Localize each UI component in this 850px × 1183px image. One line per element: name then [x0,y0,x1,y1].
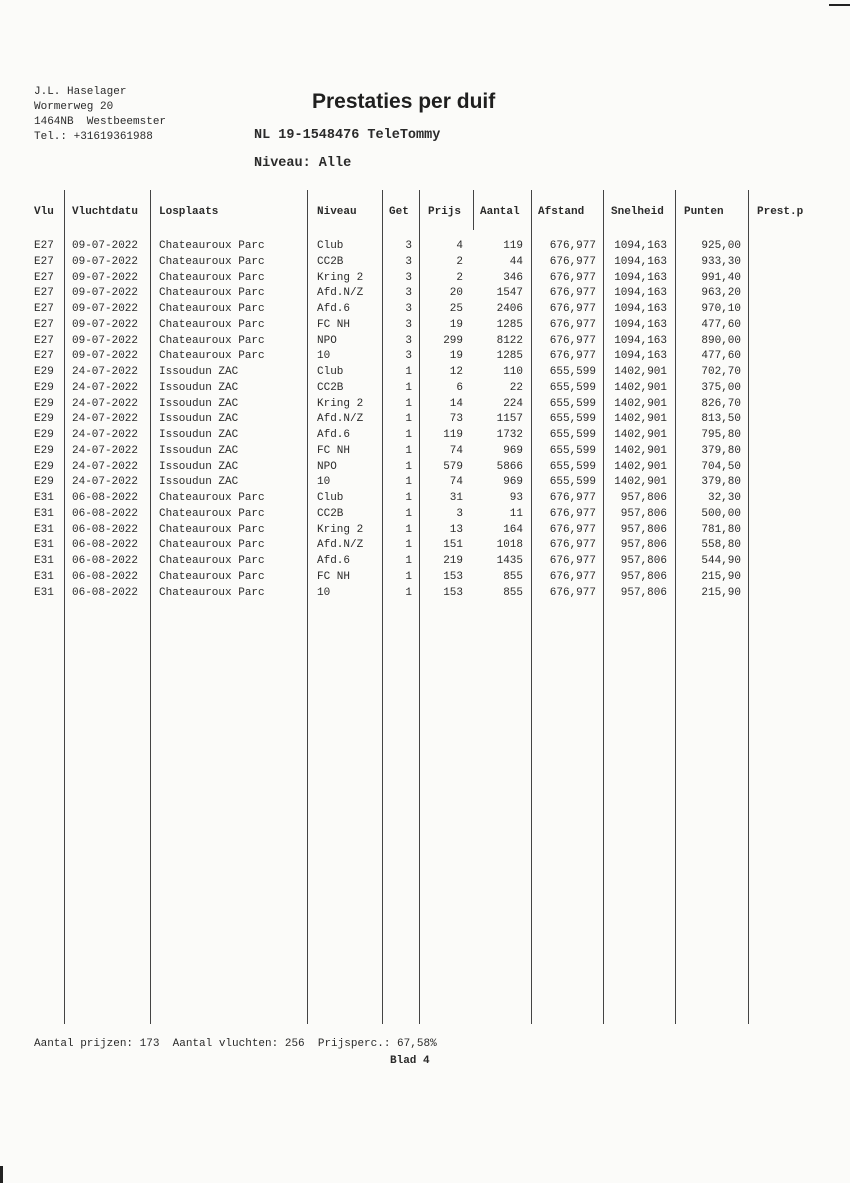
cell-snelheid: 1402,901 [614,460,667,473]
cell-aantal: 969 [503,476,523,489]
cell-get: 3 [405,350,412,363]
table-row [0,365,850,381]
cell-niveau: Afd.6 [317,429,351,441]
cell-afstand: 655,599 [549,397,596,410]
cell-get: 1 [405,429,412,441]
cell-afstand: 655,599 [549,429,596,441]
cell-punten: 925,00 [701,240,741,252]
cell-losplaats: Chateauroux Parc [159,287,265,300]
cell-niveau: Afd.6 [317,303,351,315]
cell-niveau: Kring 2 [317,523,364,536]
cell-punten: 813,50 [701,413,741,426]
cell-afstand: 655,599 [549,366,596,378]
cell-snelheid: 1094,163 [614,255,667,268]
cell-afstand: 676,977 [549,318,596,331]
cell-snelheid: 1094,163 [614,240,667,252]
cell-datum: 06-08-2022 [72,523,139,536]
cell-afstand: 676,977 [549,539,596,552]
cell-prijs: 579 [443,460,463,473]
cell-datum: 24-07-2022 [72,429,139,441]
cell-vlu: E31 [34,523,54,536]
cell-vlu: E31 [34,539,54,552]
cell-niveau: CC2B [317,507,344,520]
cell-punten: 795,80 [701,429,741,441]
cell-niveau: 10 [317,476,331,489]
cell-aantal: 1547 [496,287,523,300]
cell-get: 1 [405,492,412,504]
cell-get: 3 [405,334,412,347]
cell-aantal: 855 [503,586,523,599]
cell-aantal: 855 [503,570,523,583]
cell-datum: 06-08-2022 [72,507,139,520]
cell-prijs: 19 [449,350,463,363]
owner-city: 1464NB Westbeemster [34,116,167,128]
cell-get: 3 [405,303,412,315]
cell-afstand: 655,599 [549,413,596,426]
cell-losplaats: Chateauroux Parc [159,303,265,315]
cell-losplaats: Chateauroux Parc [159,255,265,268]
cell-datum: 24-07-2022 [72,460,139,473]
cell-aantal: 1285 [496,318,523,331]
cell-datum: 09-07-2022 [72,287,139,300]
cell-afstand: 655,599 [549,476,596,489]
cell-losplaats: Issoudun ZAC [159,366,239,378]
cell-afstand: 676,977 [549,255,596,268]
cell-afstand: 676,977 [549,586,596,599]
cell-snelheid: 957,806 [620,507,667,520]
scan-edge-mark [0,1166,3,1183]
cell-vlu: E27 [34,240,54,252]
cell-losplaats: Chateauroux Parc [159,555,265,567]
cell-punten: 500,00 [701,507,741,520]
cell-datum: 09-07-2022 [72,271,139,284]
cell-vlu: E29 [34,429,54,441]
cell-vlu: E27 [34,318,54,331]
cell-punten: 375,00 [701,381,741,394]
table-row [0,428,850,444]
cell-punten: 826,70 [701,397,741,410]
cell-afstand: 676,977 [549,570,596,583]
cell-afstand: 676,977 [549,303,596,315]
cell-afstand: 655,599 [549,460,596,473]
cell-punten: 32,30 [707,492,741,504]
pigeon-id: NL 19-1548476 TeleTommy [254,128,441,143]
cell-vlu: E27 [34,303,54,315]
cell-datum: 06-08-2022 [72,570,139,583]
cell-get: 1 [405,507,412,520]
table-row [0,381,850,397]
cell-aantal: 5866 [496,460,523,473]
cell-vlu: E29 [34,397,54,410]
table-row [0,444,850,460]
cell-prijs: 25 [449,303,463,315]
cell-afstand: 676,977 [549,240,596,252]
cell-aantal: 224 [503,397,523,410]
cell-get: 3 [405,287,412,300]
cell-prijs: 73 [449,413,463,426]
page-number: Blad 4 [390,1055,430,1067]
cell-datum: 06-08-2022 [72,492,139,504]
cell-snelheid: 957,806 [620,555,667,567]
cell-vlu: E27 [34,287,54,300]
cell-get: 1 [405,523,412,536]
cell-snelheid: 1402,901 [614,381,667,394]
cell-aantal: 1285 [496,350,523,363]
table-row [0,586,850,602]
cell-niveau: Afd.N/Z [317,287,364,300]
cell-prijs: 19 [449,318,463,331]
cell-vlu: E29 [34,476,54,489]
cell-punten: 704,50 [701,460,741,473]
cell-losplaats: Issoudun ZAC [159,381,239,394]
cell-aantal: 44 [509,255,523,268]
cell-punten: 781,80 [701,523,741,536]
cell-niveau: Afd.N/Z [317,413,364,426]
cell-prijs: 2 [456,271,463,284]
cell-punten: 963,20 [701,287,741,300]
cell-aantal: 1157 [496,413,523,426]
cell-datum: 24-07-2022 [72,366,139,378]
cell-datum: 24-07-2022 [72,476,139,489]
cell-vlu: E31 [34,555,54,567]
cell-datum: 24-07-2022 [72,397,139,410]
cell-vlu: E29 [34,381,54,394]
cell-punten: 558,80 [701,539,741,552]
cell-niveau: Club [317,366,344,378]
cell-niveau: 10 [317,350,331,363]
table-row [0,554,850,570]
column-header-vluchtdatum: Vluchtdatu [72,206,139,218]
cell-get: 3 [405,255,412,268]
cell-niveau: Afd.6 [317,555,351,567]
cell-datum: 24-07-2022 [72,413,139,426]
cell-vlu: E27 [34,350,54,363]
cell-aantal: 346 [503,271,523,284]
column-header-niveau: Niveau [317,206,357,218]
cell-punten: 215,90 [701,570,741,583]
cell-punten: 991,40 [701,271,741,284]
cell-snelheid: 957,806 [620,492,667,504]
cell-vlu: E27 [34,255,54,268]
cell-afstand: 676,977 [549,350,596,363]
cell-snelheid: 1402,901 [614,444,667,457]
cell-losplaats: Chateauroux Parc [159,350,265,363]
cell-datum: 09-07-2022 [72,240,139,252]
cell-snelheid: 1094,163 [614,287,667,300]
cell-snelheid: 957,806 [620,539,667,552]
cell-aantal: 93 [509,492,523,504]
cell-punten: 933,30 [701,255,741,268]
cell-aantal: 164 [503,523,523,536]
cell-punten: 890,00 [701,334,741,347]
cell-snelheid: 957,806 [620,586,667,599]
cell-niveau: CC2B [317,381,344,394]
cell-snelheid: 1094,163 [614,271,667,284]
scan-corner-mark [829,4,850,6]
cell-get: 1 [405,381,412,394]
cell-niveau: NPO [317,460,337,473]
cell-prijs: 119 [443,429,463,441]
column-header-prest: Prest.p [757,206,804,218]
table-row [0,286,850,302]
table-row [0,334,850,350]
cell-snelheid: 1402,901 [614,476,667,489]
cell-get: 1 [405,476,412,489]
column-header-get: Get [389,206,409,218]
table-row [0,523,850,539]
cell-aantal: 8122 [496,334,523,347]
cell-vlu: E31 [34,570,54,583]
cell-vlu: E29 [34,444,54,457]
cell-aantal: 1435 [496,555,523,567]
cell-losplaats: Issoudun ZAC [159,444,239,457]
cell-losplaats: Chateauroux Parc [159,240,265,252]
cell-losplaats: Chateauroux Parc [159,334,265,347]
cell-losplaats: Issoudun ZAC [159,397,239,410]
cell-prijs: 74 [449,444,463,457]
cell-prijs: 13 [449,523,463,536]
cell-losplaats: Issoudun ZAC [159,413,239,426]
cell-niveau: Club [317,492,344,504]
cell-afstand: 676,977 [549,287,596,300]
table-row [0,507,850,523]
cell-niveau: NPO [317,334,337,347]
cell-datum: 09-07-2022 [72,318,139,331]
cell-niveau: FC NH [317,444,351,457]
table-row [0,239,850,255]
table-row [0,460,850,476]
column-header-aantal: Aantal [480,206,520,218]
column-header-losplaats: Losplaats [159,206,219,218]
owner-address [34,85,166,145]
table-row [0,538,850,554]
cell-prijs: 153 [443,570,463,583]
cell-prijs: 74 [449,476,463,489]
cell-vlu: E29 [34,460,54,473]
cell-datum: 09-07-2022 [72,255,139,268]
cell-vlu: E27 [34,271,54,284]
cell-prijs: 2 [456,255,463,268]
cell-niveau: CC2B [317,255,344,268]
cell-datum: 06-08-2022 [72,586,139,599]
table-row [0,397,850,413]
cell-losplaats: Chateauroux Parc [159,570,265,583]
cell-aantal: 2406 [496,303,523,315]
table-row [0,491,850,507]
cell-vlu: E31 [34,507,54,520]
cell-niveau: Kring 2 [317,397,364,410]
table-row [0,475,850,491]
cell-prijs: 31 [449,492,463,504]
cell-prijs: 153 [443,586,463,599]
cell-niveau: 10 [317,586,331,599]
cell-losplaats: Chateauroux Parc [159,523,265,536]
cell-prijs: 299 [443,334,463,347]
cell-vlu: E27 [34,334,54,347]
cell-losplaats: Issoudun ZAC [159,429,239,441]
cell-punten: 970,10 [701,303,741,315]
cell-datum: 09-07-2022 [72,303,139,315]
cell-losplaats: Issoudun ZAC [159,460,239,473]
cell-losplaats: Chateauroux Parc [159,492,265,504]
cell-punten: 544,90 [701,555,741,567]
cell-snelheid: 1094,163 [614,303,667,315]
cell-get: 1 [405,444,412,457]
cell-prijs: 20 [449,287,463,300]
cell-afstand: 676,977 [549,555,596,567]
cell-prijs: 12 [449,366,463,378]
cell-vlu: E31 [34,586,54,599]
cell-aantal: 119 [503,240,523,252]
cell-prijs: 6 [456,381,463,394]
column-header-snelheid: Snelheid [611,206,664,218]
cell-punten: 477,60 [701,318,741,331]
cell-prijs: 14 [449,397,463,410]
table-row [0,255,850,271]
cell-snelheid: 1094,163 [614,350,667,363]
cell-get: 1 [405,397,412,410]
summary-footer: Aantal prijzen: 173 Aantal vluchten: 256 Prijsperc.: 67,58% [34,1038,437,1050]
results-table [0,239,850,601]
cell-afstand: 676,977 [549,523,596,536]
column-header-punten: Punten [684,206,724,218]
cell-prijs: 151 [443,539,463,552]
cell-punten: 215,90 [701,586,741,599]
cell-snelheid: 1402,901 [614,397,667,410]
cell-snelheid: 1402,901 [614,413,667,426]
cell-losplaats: Chateauroux Parc [159,318,265,331]
cell-punten: 379,80 [701,444,741,457]
cell-snelheid: 1094,163 [614,334,667,347]
table-row [0,570,850,586]
cell-prijs: 4 [456,240,463,252]
cell-aantal: 22 [509,381,523,394]
table-row [0,271,850,287]
cell-afstand: 655,599 [549,381,596,394]
cell-aantal: 110 [503,366,523,378]
cell-snelheid: 1402,901 [614,429,667,441]
column-header-prijs: Prijs [428,206,462,218]
cell-get: 3 [405,240,412,252]
cell-get: 1 [405,460,412,473]
cell-get: 3 [405,318,412,331]
column-header-vlu: Vlu [34,206,54,218]
cell-punten: 379,80 [701,476,741,489]
cell-vlu: E29 [34,413,54,426]
cell-afstand: 676,977 [549,492,596,504]
cell-get: 1 [405,555,412,567]
page-title: Prestaties per duif [312,90,496,113]
cell-losplaats: Chateauroux Parc [159,507,265,520]
column-header-afstand: Afstand [538,206,585,218]
cell-niveau: FC NH [317,318,351,331]
cell-punten: 477,60 [701,350,741,363]
cell-losplaats: Issoudun ZAC [159,476,239,489]
cell-prijs: 3 [456,507,463,520]
cell-losplaats: Chateauroux Parc [159,271,265,284]
cell-datum: 09-07-2022 [72,350,139,363]
cell-snelheid: 957,806 [620,570,667,583]
cell-prijs: 219 [443,555,463,567]
table-row [0,318,850,334]
cell-datum: 24-07-2022 [72,444,139,457]
cell-niveau: Club [317,240,344,252]
cell-afstand: 676,977 [549,334,596,347]
cell-snelheid: 1094,163 [614,318,667,331]
column-divider [473,190,474,230]
cell-get: 1 [405,413,412,426]
cell-afstand: 676,977 [549,271,596,284]
cell-get: 1 [405,366,412,378]
cell-datum: 24-07-2022 [72,381,139,394]
cell-get: 1 [405,570,412,583]
table-row [0,302,850,318]
cell-niveau: FC NH [317,570,351,583]
cell-punten: 702,70 [701,366,741,378]
cell-datum: 06-08-2022 [72,555,139,567]
cell-afstand: 676,977 [549,507,596,520]
cell-get: 3 [405,271,412,284]
cell-get: 1 [405,586,412,599]
owner-street: Wormerweg 20 [34,101,114,113]
cell-snelheid: 1402,901 [614,366,667,378]
cell-aantal: 969 [503,444,523,457]
owner-phone: Tel.: +31619361988 [34,131,153,143]
table-row [0,349,850,365]
cell-losplaats: Chateauroux Parc [159,586,265,599]
cell-aantal: 1732 [496,429,523,441]
cell-get: 1 [405,539,412,552]
cell-snelheid: 957,806 [620,523,667,536]
cell-niveau: Kring 2 [317,271,364,284]
cell-aantal: 1018 [496,539,523,552]
cell-vlu: E29 [34,366,54,378]
niveau-filter: Niveau: Alle [254,156,352,171]
cell-losplaats: Chateauroux Parc [159,539,265,552]
cell-niveau: Afd.N/Z [317,539,364,552]
table-row [0,412,850,428]
cell-datum: 06-08-2022 [72,539,139,552]
cell-afstand: 655,599 [549,444,596,457]
cell-vlu: E31 [34,492,54,504]
cell-aantal: 11 [509,507,523,520]
cell-datum: 09-07-2022 [72,334,139,347]
owner-name: J.L. Haselager [34,86,127,98]
